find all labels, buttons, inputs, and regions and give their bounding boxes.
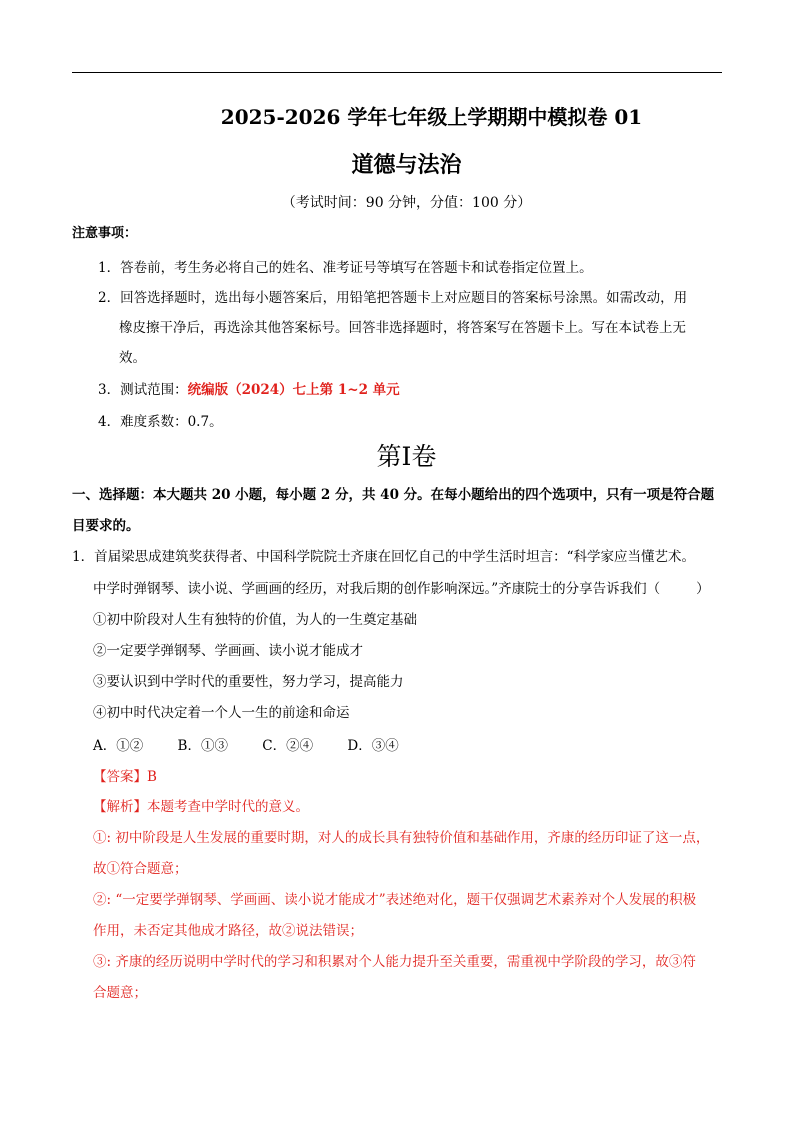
notice-item-text: 回答选择题时，选出每小题答案后，用铅笔把答题卡上对应题目的答案标号涂黑。如需改动，用 [120, 290, 688, 306]
notice-item-2 [98, 286, 687, 306]
subject-title: 道德与法治 [351, 152, 462, 178]
analysis-3-line1: ③: 齐康的经历说明中学时代的学习和积累对个人能力提升至关重要，需重视中学阶段的学习，故③符 [93, 954, 696, 970]
analysis-2-line1: ②: “一定要学弹钢琴、学画画、读小说才能成才”表述绝对化，题干仅强调艺术素养对个人发展的积极 [93, 892, 697, 908]
notice-item-num: 1． [98, 260, 121, 276]
notice-item-1 [98, 256, 593, 276]
answer-label: 【答案】B [93, 769, 157, 785]
header-rule [72, 72, 722, 73]
statement-4: ④初中时代决定着一个人一生的前途和命运 [93, 705, 350, 721]
section-heading-line2: 目要求的。 [72, 518, 140, 534]
option-d: D．③④ [347, 738, 399, 754]
question-stem-line2: 中学时弹钢琴、读小说、学画画的经历，对我后期的创作影响深远。”齐康院士的分享告诉我们（ [93, 581, 661, 597]
exam-title: 2025-2026 学年七年级上学期期中模拟卷 01 [220, 105, 643, 129]
option-b: B．①③ [177, 738, 228, 754]
section-heading-line1: 一、选择题：本大题共 20 小题，每小题 2 分，共 40 分。在每小题给出的四个选项中，只有一项是符合题 [72, 487, 715, 503]
analysis-intro: 【解析】本题考查中学时代的意义。 [93, 799, 309, 815]
test-range: 统编版（2024）七上第 1~2 单元 [187, 382, 400, 398]
analysis-2-line2: 作用，未否定其他成才路径，故②说法错误； [93, 923, 363, 939]
section-title: 第Ⅰ卷 [376, 442, 437, 471]
question-1-stem-line2 [93, 577, 710, 597]
exam-info: （考试时间：90 分钟，分值：100 分） [281, 195, 532, 211]
notice-item-num: 4． [98, 414, 121, 430]
notice-item-3 [98, 378, 400, 398]
answer-paren-close: ） [696, 581, 710, 597]
option-c: C．②④ [262, 738, 314, 754]
analysis-3-line2: 合题意； [93, 985, 147, 1001]
notice-item-text: 难度系数：0.7。 [120, 414, 223, 430]
notice-item-num: 3． [98, 382, 121, 398]
notice-item-2-line2: 橡皮擦干净后，再选涂其他答案标号。回答非选择题时，将答案写在答题卡上。写在本试卷上无 [119, 320, 686, 336]
notice-item-label: 测试范围： [120, 382, 188, 398]
notice-item-num: 2． [98, 290, 121, 306]
statement-1: ①初中阶段对人生有独特的价值，为人的一生奠定基础 [93, 612, 417, 628]
notice-item-2-line3: 效。 [119, 350, 146, 366]
statement-2: ②一定要学弹钢琴、学画画、读小说才能成才 [93, 643, 363, 659]
question-number: 1． [72, 549, 95, 565]
notice-item-4 [98, 410, 223, 430]
notice-item-text: 答卷前，考生务必将自己的姓名、准考证号等填写在答题卡和试卷指定位置上。 [120, 260, 593, 276]
option-a: A．①② [93, 738, 144, 754]
answer-options [93, 734, 429, 754]
analysis-1-line2: 故①符合题意； [93, 861, 188, 877]
statement-3: ③要认识到中学时代的重要性，努力学习，提高能力 [93, 674, 404, 690]
notice-heading: 注意事项： [72, 226, 138, 241]
analysis-1-line1: ①: 初中阶段是人生发展的重要时期，对人的成长具有独特价值和基础作用，齐康的经历印证了这一点， [93, 830, 710, 846]
question-1-stem [72, 545, 695, 565]
question-stem-line1: 首届梁思成建筑奖获得者、中国科学院院士齐康在回忆自己的中学生活时坦言：“科学家应当懂艺术。 [94, 549, 695, 565]
